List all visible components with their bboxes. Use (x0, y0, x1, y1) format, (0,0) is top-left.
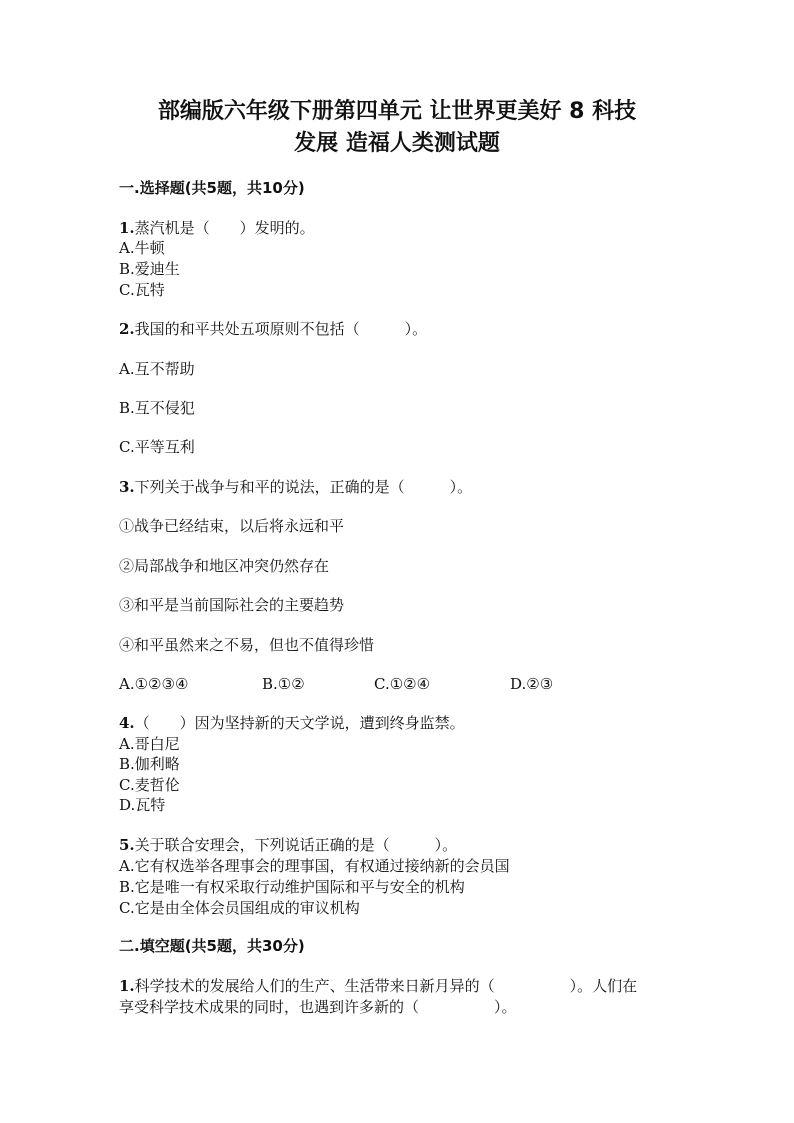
option-a: A.哥白尼 (119, 735, 180, 753)
question-number: 2. (119, 320, 135, 338)
option-a: A.牛顿 (119, 239, 165, 257)
option-b: B.互不侵犯 (119, 399, 195, 417)
question-stem: （ ）因为坚持新的天文学说，遭到终身监禁。 (134, 714, 465, 732)
option-b: B.①② (262, 675, 305, 693)
question-text-line-2: 享受科学技术成果的同时，也遇到许多新的（ ）。 (119, 998, 517, 1016)
section-heading-choice: 一.选择题(共5题，共10分) (119, 179, 305, 197)
statement-2: ②局部战争和地区冲突仍然存在 (119, 557, 330, 575)
option-b: B.它是唯一有权采取行动维护国际和平与安全的机构 (119, 878, 465, 896)
option-a: A.它有权选举各理事会的理事国，有权通过接纳新的会员国 (119, 857, 510, 875)
document-title-line-2: 发展 造福人类测试题 (294, 131, 500, 156)
question-stem: 下列关于战争与和平的说法，正确的是（ ）。 (134, 478, 473, 496)
question-number: 3. (119, 478, 135, 496)
question-number: 1. (119, 977, 135, 995)
option-c: C.瓦特 (119, 281, 165, 299)
question-stem: 蒸汽机是（ ）发明的。 (134, 219, 315, 237)
document-title-line-1: 部编版六年级下册第四单元 让世界更美好 8 科技 (157, 99, 637, 124)
question-number: 5. (119, 836, 135, 854)
question-5 (119, 835, 457, 855)
question-3 (119, 477, 472, 497)
fill-question-1 (119, 976, 637, 996)
question-4 (119, 713, 465, 733)
option-d: D.瓦特 (119, 796, 166, 814)
option-b: B.爱迪生 (119, 260, 180, 278)
option-b: B.伽利略 (119, 755, 180, 773)
option-d: D.②③ (510, 675, 554, 693)
option-a: A.①②③④ (119, 675, 189, 693)
question-1 (119, 218, 315, 238)
question-number: 1. (119, 219, 135, 237)
option-c: C.它是由全体会员国组成的审议机构 (119, 899, 360, 917)
section-heading-fill-in: 二.填空题(共5题，共30分) (119, 937, 305, 955)
statement-4: ④和平虽然来之不易，但也不值得珍惜 (119, 636, 375, 654)
question-stem: 关于联合安理会，下列说话正确的是（ ）。 (134, 836, 458, 854)
statement-3: ③和平是当前国际社会的主要趋势 (119, 596, 345, 614)
option-c: C.平等互利 (119, 438, 195, 456)
statement-1: ①战争已经结束，以后将永远和平 (119, 517, 345, 535)
option-c: C.①②④ (374, 675, 431, 693)
option-a: A.互不帮助 (119, 360, 195, 378)
option-c: C.麦哲伦 (119, 776, 180, 794)
question-text-line-1: 科学技术的发展给人们的生产、生活带来日新月异的（ ）。人们在 (134, 977, 638, 995)
question-2 (119, 319, 427, 339)
question-number: 4. (119, 714, 135, 732)
question-stem: 我国的和平共处五项原则不包括（ ）。 (134, 320, 428, 338)
